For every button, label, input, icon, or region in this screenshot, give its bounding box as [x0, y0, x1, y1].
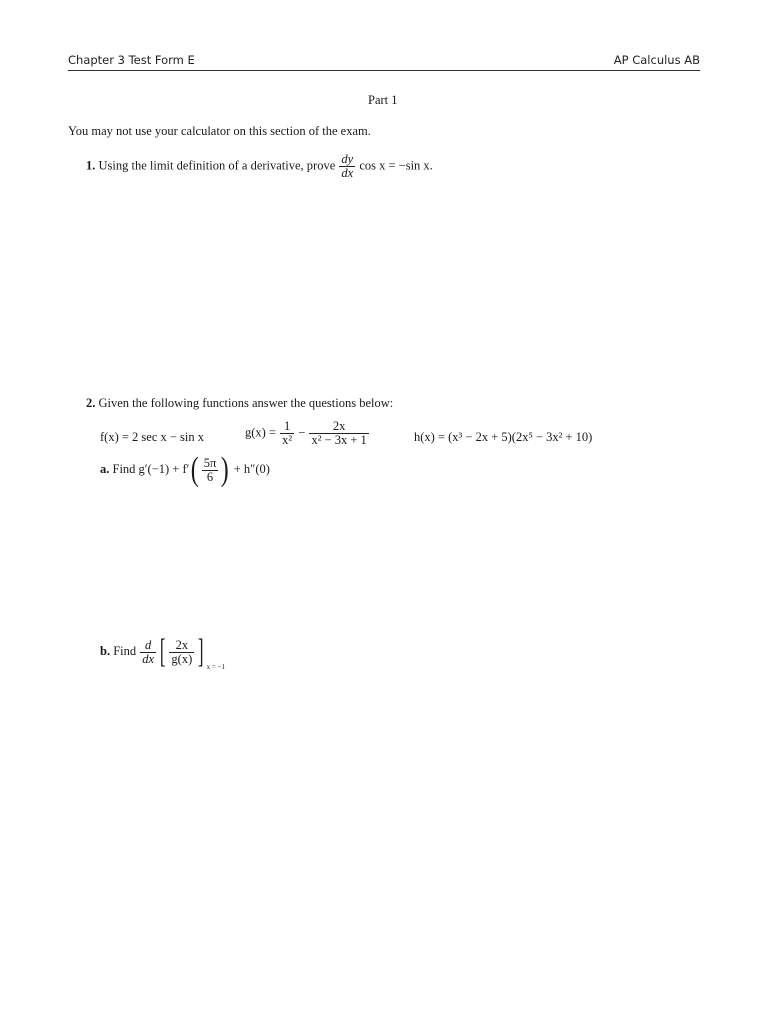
fraction-numerator: 5π: [203, 455, 217, 470]
right-bracket: ]: [198, 633, 204, 670]
header-course-title: AP Calculus AB: [613, 53, 700, 67]
header-chapter-title: Chapter 3 Test Form E: [68, 53, 195, 67]
question-2b-find: Find: [113, 643, 137, 658]
question-1-text: Using the limit definition of a derivative, prove: [98, 158, 336, 173]
instructions: You may not use your calculator on this section of the exam.: [68, 124, 371, 138]
derivative-fraction: [339, 153, 355, 180]
function-g-fraction-1: [280, 420, 294, 447]
question-2a-rest: + h″(0): [233, 461, 270, 476]
question-1: [86, 153, 433, 180]
question-2b-derivative: [140, 639, 156, 666]
fraction-denominator: x² − 3x + 1: [311, 433, 367, 447]
question-2a-find: Find g′(−1) + f′: [112, 461, 190, 476]
evaluation-point: x = −1: [206, 662, 225, 671]
header-rule: [68, 70, 700, 71]
part-title: Part 1: [368, 93, 398, 107]
right-paren: ): [220, 451, 229, 488]
question-2b-label: b.: [100, 643, 111, 658]
function-g-fraction-2: [309, 420, 368, 447]
question-2-number: 2.: [86, 396, 96, 410]
fraction-denominator: dx: [142, 651, 155, 666]
fraction-numerator: 1: [280, 420, 294, 434]
function-g: [245, 420, 370, 447]
minus-sign: −: [298, 425, 306, 440]
function-g-lhs: g(x) =: [245, 425, 276, 440]
fraction-denominator: dx: [341, 166, 354, 180]
question-1-expression: cos x = −sin x.: [359, 158, 433, 173]
fraction-denominator: 6: [206, 469, 214, 484]
question-2: [86, 396, 393, 411]
function-h: h(x) = (x³ − 2x + 5)(2x⁵ − 3x² + 10): [414, 430, 593, 444]
question-1-number: 1.: [86, 158, 96, 173]
question-2b: [100, 633, 225, 671]
fraction-denominator: g(x): [171, 651, 193, 666]
question-2a: [100, 451, 270, 488]
question-2a-label: a.: [100, 461, 110, 476]
question-2b-inner-fraction: [169, 639, 194, 666]
left-bracket: [: [159, 633, 166, 670]
fraction-numerator: 2x: [169, 639, 194, 653]
fraction-numerator: dy: [341, 152, 354, 166]
fraction-numerator: d: [140, 639, 156, 653]
question-2a-fraction: [202, 457, 219, 484]
fraction-denominator: x²: [282, 433, 293, 447]
function-f: f(x) = 2 sec x − sin x: [100, 430, 205, 444]
question-2-text: Given the following functions answer the questions below:: [98, 396, 394, 410]
left-paren: (: [191, 451, 199, 488]
fraction-numerator: 2x: [309, 420, 368, 434]
